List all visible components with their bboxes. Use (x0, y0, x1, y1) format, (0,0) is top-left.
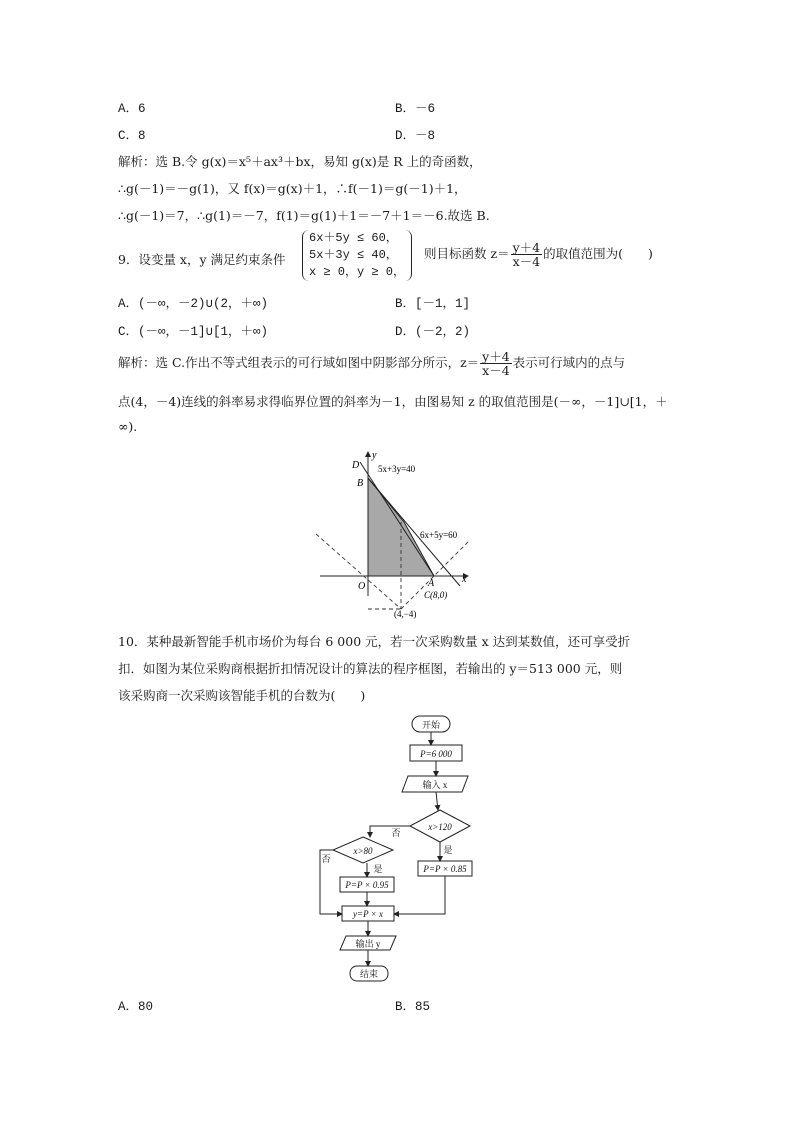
q9-option-b: B．[－1，1] (395, 297, 471, 311)
q8-option-c: C．8 (118, 129, 146, 143)
discount-085-label: P=P × 0.85 (423, 864, 467, 874)
no-label-80: 否 (321, 854, 331, 864)
input-label: 输入 x (422, 780, 448, 790)
q9-option-d: D．(－2，2) (395, 325, 471, 339)
program-flowchart (312, 712, 482, 984)
point-c-label: C(8,0) (424, 590, 448, 600)
condition-120-label: x>120 (428, 822, 452, 832)
fraction-denominator: x－4 (482, 363, 510, 378)
line-label-6x-5y-60: 6x+5y=60 (420, 530, 458, 540)
origin-label: O (358, 581, 366, 592)
y-axis-label: y (372, 450, 377, 461)
x-axis-label: x (462, 574, 467, 585)
q8-solution-line-1: 解析：选 B.令 g(x)＝x⁵＋ax³＋bx，易知 g(x)是 R 上的奇函数， (118, 154, 482, 169)
q10-option-b: B．85 (395, 1000, 431, 1014)
yes-label-120: 是 (443, 845, 453, 855)
q9-solution-line-2: 点(4，－4)连线的斜率易求得临界位置的斜率为－1，由图易知 z 的取值范围是(－∞，－1]∪[1，＋ (118, 394, 668, 409)
q10-stem-line-2: 扣．如图为某位采购商根据折扣情况设计的算法的程序框图，若输出的 y＝513 000 元，则 (118, 661, 623, 676)
q10-stem-line-3: 该采购商一次采购该智能手机的台数为( ) (118, 688, 366, 703)
compute-y-label: y=P × x (353, 909, 383, 919)
point-a-label: A (428, 578, 435, 589)
constraint-1: 6x＋5y ≤ 60， (309, 231, 398, 245)
constraint-2: 5x＋3y ≤ 40， (309, 248, 398, 262)
objective-fraction (511, 241, 543, 268)
q10-stem-line-1: 10．某种最新智能手机市场价为每台 6 000 元，若一次采购数量 x 达到某数值，还可享受折 (118, 634, 631, 649)
q9-constraint-system (302, 230, 412, 281)
q9-stem-mid: 则目标函数 z＝ (424, 246, 510, 261)
constraint-3: x ≥ 0，y ≥ 0， (309, 265, 406, 279)
q9-stem-prefix: 9．设变量 x，y 满足约束条件 (118, 252, 286, 267)
feasible-region-graph (310, 448, 480, 620)
condition-80-label: x>80 (353, 846, 373, 856)
point-b-label: B (357, 478, 364, 489)
output-label: 输出 y (355, 939, 381, 949)
q9-stem-suffix: 的取值范围为( ) (543, 246, 653, 261)
q9-solution-line-3: ∞). (118, 419, 138, 434)
fraction-numerator: y＋4 (512, 240, 541, 255)
q8-option-d: D．－8 (395, 129, 436, 143)
no-label-120: 否 (391, 828, 401, 838)
q9-solution-line-1 (118, 350, 625, 377)
end-label: 结束 (359, 969, 379, 979)
q8-solution-line-2: ∴g(－1)＝－g(1)，又 f(x)＝g(x)＋1，∴f(－1)＝g(－1)＋1， (118, 181, 467, 196)
fraction-numerator: y＋4 (482, 349, 510, 364)
fraction-denominator: x－4 (512, 254, 541, 269)
init-p-label: P=6 000 (420, 749, 452, 759)
start-label: 开始 (421, 720, 441, 730)
q9-objective (424, 241, 653, 268)
q9-solution-suffix: 表示可行域内的点与 (512, 355, 626, 370)
q8-option-b: B．－6 (395, 102, 436, 116)
q8-solution-line-3: ∴g(－1)＝7，∴g(1)＝－7，f(1)＝g(1)＋1＝－7＋1＝－6.故选 B. (118, 208, 490, 223)
q10-option-a: A．80 (118, 1000, 154, 1014)
discount-095-label: P=P × 0.95 (345, 880, 389, 890)
q9-solution-prefix: 解析：选 C.作出不等式组表示的可行域如图中阴影部分所示，z＝ (118, 355, 480, 370)
point-d-label: D (352, 460, 360, 471)
q8-option-a: A．6 (118, 102, 146, 116)
yes-label-80: 是 (373, 864, 383, 874)
point-4-neg4-label: (4,−4) (394, 609, 417, 619)
q9-option-a: A．(－∞，－2)∪(2，＋∞) (118, 297, 269, 311)
line-label-5x-3y-40: 5x+3y=40 (378, 464, 416, 474)
solution-fraction (480, 350, 512, 377)
q9-option-c: C．(－∞，－1]∪[1，＋∞) (118, 325, 269, 339)
